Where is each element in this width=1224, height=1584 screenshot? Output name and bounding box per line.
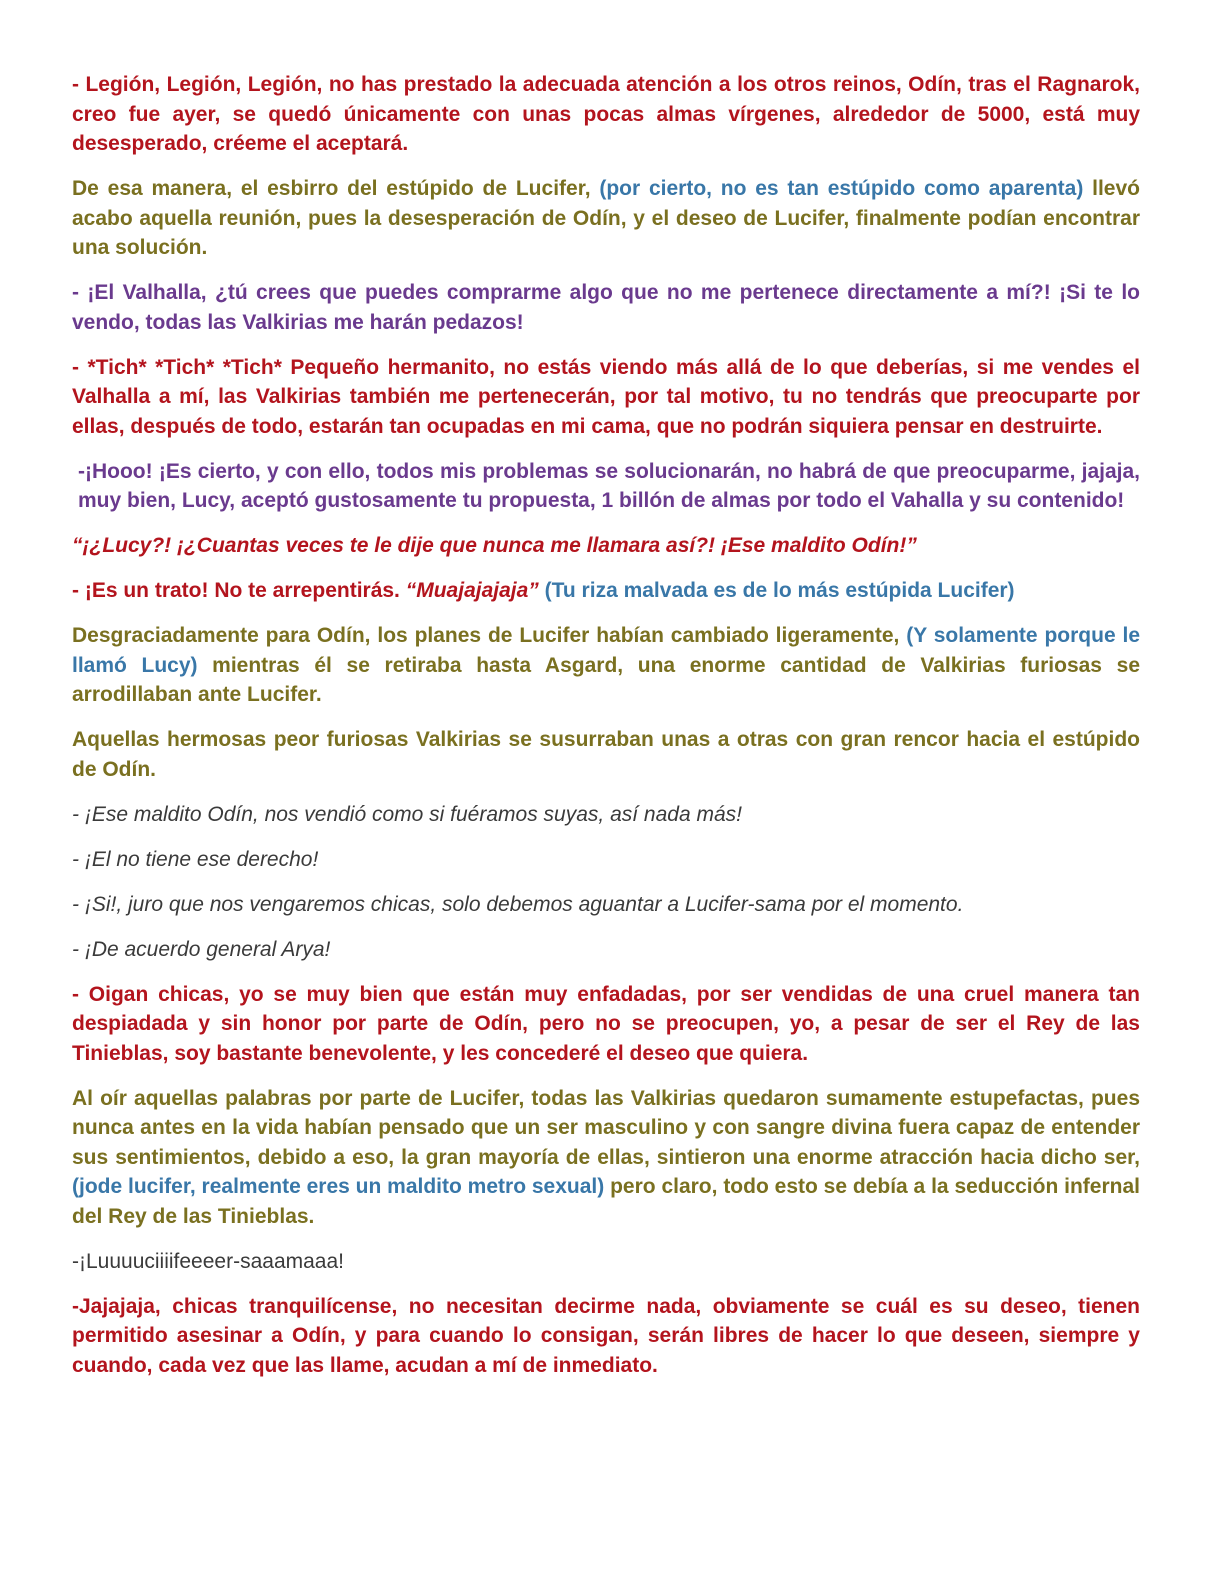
- dialogue-text: -¡Hooo! ¡Es cierto, y con ello, todos mis problemas se solucionarán, no habrá de que preocuparme, jajaja, muy bien, Lucy, aceptó gustosamente tu propuesta, 1 billón de almas por todo el Vahalla y su contenido!: [78, 459, 1140, 512]
- paragraph-odin-dialogue: [72, 457, 1140, 516]
- document-page: [72, 70, 1140, 1396]
- dialogue-text: - *Tich* *Tich* *Tich* Pequeño hermanito, no estás viendo más allá de lo que deberías, si me vendes el Valhalla a mí, las Valkirias también me pertenecerán, por tal motivo, tu no tendrás que preocuparte por ellas, después de todo, estarán tan ocupadas en mi cama, que no podrán siquiera pensar en destruirte.: [72, 355, 1140, 438]
- paragraph-valkyrie-dialogue: [72, 1247, 1140, 1277]
- narration-text: Aquellas hermosas peor furiosas Valkirias se susurraban unas a otras con gran rencor hacia el estúpido de Odín.: [72, 728, 1140, 781]
- narration-text: De esa manera, el esbirro del estúpido de Lucifer,: [72, 177, 600, 200]
- paragraph-narration: [72, 725, 1140, 784]
- dialogue-text: -¡Luuuuciiiifeeeer-saaamaaa!: [72, 1249, 344, 1273]
- paragraph-narration: [72, 174, 1140, 263]
- paragraph-odin-dialogue: [72, 278, 1140, 337]
- narrator-aside: (Tu riza malvada es de lo más estúpida Lucifer): [538, 579, 1015, 602]
- laugh-text: “Muajajajaja”: [405, 579, 539, 602]
- paragraph-lucifer-dialogue: [72, 1292, 1140, 1381]
- paragraph-valkyrie-dialogue: [72, 890, 1140, 920]
- dialogue-text: - ¡Es un trato! No te arrepentirás.: [72, 579, 406, 602]
- narration-text: Al oír aquellas palabras por parte de Lucifer, todas las Valkirias quedaron sumamente estupefactas, pues nunca antes en la vida habían pensado que un ser masculino y con sangre divina fuera capaz de entender sus sentimientos, debido a eso, la gran mayoría de ellas, sintieron una enorme atracción hacia dicho ser,: [72, 1086, 1140, 1169]
- paragraph-narration: [72, 621, 1140, 710]
- paragraph-lucifer-dialogue: [72, 70, 1140, 159]
- narration-text: mientras él se retiraba hasta Asgard, una enorme cantidad de Valkirias furiosas se arrodillaban ante Lucifer.: [72, 653, 1140, 706]
- dialogue-text: - Oigan chicas, yo se muy bien que están muy enfadadas, por ser vendidas de una cruel manera tan despiadada y sin honor por parte de Odín, pero no se preocupen, yo, a pesar de ser el Rey de las Tinieblas, soy bastante benevolente, y les concederé el deseo que quiera.: [72, 982, 1140, 1065]
- dialogue-text: - ¡Si!, juro que nos vengaremos chicas, solo debemos aguantar a Lucifer-sama por el momento.: [72, 892, 964, 916]
- narrator-aside: (Y solamente porque le llamó Lucy): [72, 624, 1140, 677]
- paragraph-valkyrie-dialogue: [72, 935, 1140, 965]
- narrator-aside: (jode lucifer, realmente eres un maldito metro sexual): [72, 1175, 605, 1198]
- narration-text: llevó acabo aquella reunión, pues la desesperación de Odín, y el deseo de Lucifer, finalmente podían encontrar una solución.: [72, 177, 1140, 259]
- dialogue-text: -Jajajaja, chicas tranquilícense, no necesitan decirme nada, obviamente se cuál es su deseo, tienen permitido asesinar a Odín, y para cuando lo consigan, serán libres de hacer lo que deseen, siempre y cuando, cada vez que las llame, acudan a mí de inmediato.: [72, 1294, 1140, 1377]
- paragraph-valkyrie-dialogue: [72, 800, 1140, 830]
- dialogue-text: - ¡El no tiene ese derecho!: [72, 847, 319, 871]
- paragraph-lucifer-dialogue: [72, 353, 1140, 442]
- paragraph-narration: [72, 1084, 1140, 1232]
- paragraph-valkyrie-dialogue: [72, 845, 1140, 875]
- dialogue-text: - ¡Ese maldito Odín, nos vendió como si fuéramos suyas, así nada más!: [72, 802, 742, 826]
- dialogue-text: - Legión, Legión, Legión, no has prestado la adecuada atención a los otros reinos, Odín, tras el Ragnarok, creo fue ayer, se quedó únicamente con unas pocas almas vírgenes, alrededor de 5000, está muy desesperado, créeme el aceptará.: [72, 73, 1140, 155]
- dialogue-text: - ¡El Valhalla, ¿tú crees que puedes comprarme algo que no me pertenece directamente a mí?! ¡Si te lo vendo, todas las Valkirias me harán pedazos!: [72, 281, 1140, 334]
- thought-text: “¡¿Lucy?! ¡¿Cuantas veces te le dije que nunca me llamara así?! ¡Ese maldito Odín!”: [72, 534, 917, 557]
- paragraph-lucifer-dialogue: [72, 576, 1140, 606]
- paragraph-lucifer-dialogue: [72, 980, 1140, 1069]
- narrator-aside: (por cierto, no es tan estúpido como aparenta): [599, 177, 1084, 200]
- dialogue-text: - ¡De acuerdo general Arya!: [72, 937, 331, 961]
- narration-text: Desgraciadamente para Odín, los planes de Lucifer habían cambiado ligeramente,: [72, 624, 907, 647]
- narration-text: pero claro, todo esto se debía a la seducción infernal del Rey de las Tinieblas.: [72, 1175, 1140, 1228]
- paragraph-lucifer-thought: [72, 531, 1140, 561]
